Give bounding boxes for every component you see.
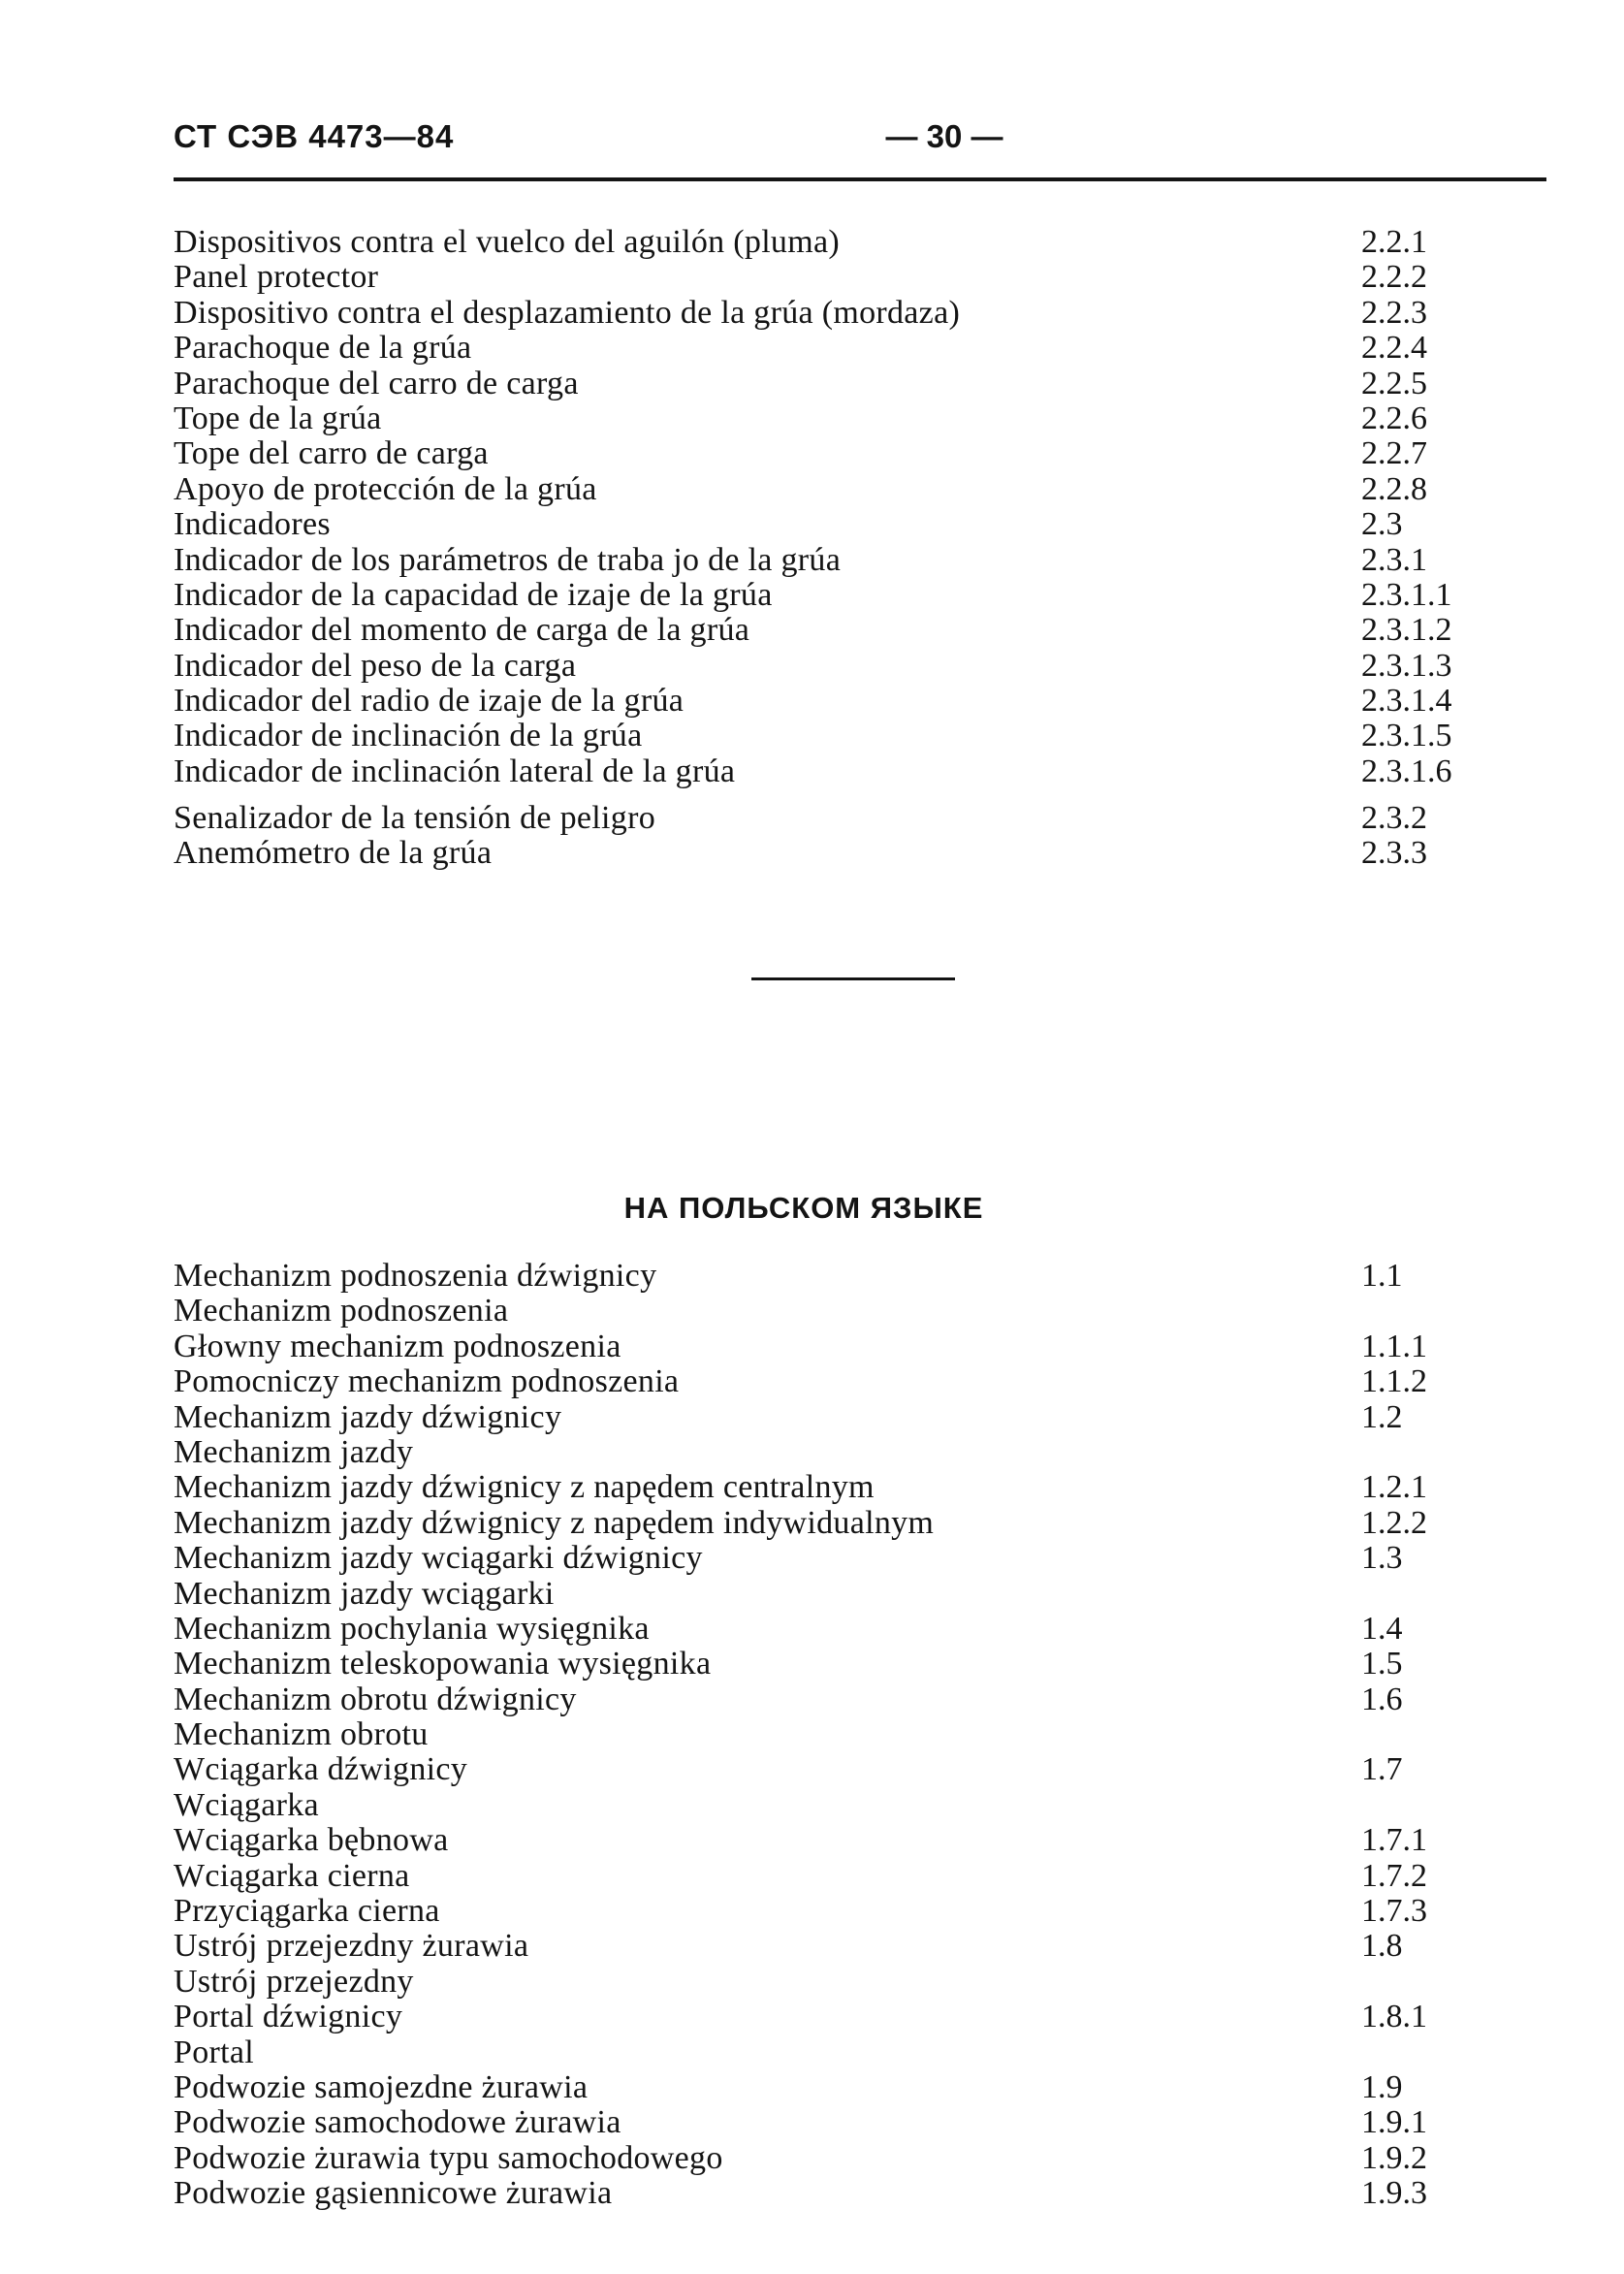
- term-entry: [174, 1612, 1434, 1647]
- spanish-term-list: [174, 224, 1452, 789]
- term-entry: [174, 1541, 1434, 1576]
- term-number: 2.2.7: [1361, 435, 1427, 472]
- term-number: 1.7.3: [1361, 1893, 1427, 1930]
- term-number: 2.2.4: [1361, 330, 1427, 367]
- term-number: 1.9.2: [1361, 2139, 1427, 2176]
- term-number: 1.1.1: [1361, 1328, 1427, 1364]
- term-entry: [174, 1929, 1434, 1964]
- term-text: Wciągarka bębnowa: [174, 1822, 449, 1859]
- term-number: 1.1.2: [1361, 1363, 1427, 1400]
- term-entry: [174, 2070, 1434, 2105]
- term-entry: [174, 225, 1434, 260]
- term-text: Mechanizm jazdy: [174, 1433, 414, 1470]
- term-text: Ustrój przejezdny: [174, 1963, 414, 2000]
- section-divider: [751, 977, 955, 980]
- term-entry: [174, 296, 1434, 331]
- term-entry: [174, 367, 1434, 401]
- term-entry: [174, 1400, 1434, 1435]
- term-entry: [174, 401, 1434, 436]
- term-number: 2.2.6: [1361, 400, 1427, 436]
- term-text: Portal dźwignicy: [174, 1999, 403, 2035]
- term-number: 1.7.2: [1361, 1857, 1427, 1894]
- spanish-term-list-continued: [174, 801, 1434, 872]
- term-entry: [174, 1788, 1434, 1823]
- term-text: Mechanizm podnoszenia dźwignicy: [174, 1258, 657, 1294]
- term-text: Podwozie samochodowe żurawia: [174, 2104, 621, 2141]
- term-number: 1.9.3: [1361, 2175, 1427, 2212]
- term-entry: [174, 1894, 1434, 1929]
- term-entry: [174, 801, 1434, 836]
- term-number: 2.2.5: [1361, 365, 1427, 401]
- term-text: Panel protector: [174, 259, 379, 296]
- term-entry: [174, 1965, 1434, 2000]
- term-text: Mechanizm podnoszenia: [174, 1293, 509, 1329]
- term-entry: [174, 1259, 1434, 1294]
- term-text: Podwozie żurawia typu samochodowego: [174, 2139, 723, 2176]
- term-text: Wciągarka cierna: [174, 1857, 410, 1894]
- term-text: Mechanizm pochylania wysięgnika: [174, 1610, 650, 1647]
- term-entry: [174, 331, 1434, 366]
- term-entry: [174, 1823, 1434, 1858]
- term-text: Mechanizm jazdy wciągarki: [174, 1575, 555, 1612]
- term-number: 1.2: [1361, 1398, 1403, 1435]
- term-entry: [174, 2000, 1434, 2034]
- term-text: Wciągarka dźwignicy: [174, 1751, 468, 1788]
- term-text: Podwozie gąsiennicowe żurawia: [174, 2175, 613, 2212]
- term-entry: [174, 507, 1434, 542]
- term-text: Indicador del radio de izaje de la grúa: [174, 683, 685, 720]
- term-text: Senalizador de la tensión de peligro: [174, 800, 656, 836]
- term-entry: [174, 2176, 1434, 2211]
- term-entry: [174, 472, 1434, 507]
- term-entry: [174, 2035, 1434, 2070]
- term-text: Mechanizm obrotu: [174, 1716, 429, 1753]
- term-number: 2.3.1.3: [1361, 647, 1452, 684]
- term-text: Apoyo de protección de la grúa: [174, 470, 597, 507]
- term-entry: [174, 1506, 1434, 1541]
- term-number: 2.3.2: [1361, 800, 1427, 836]
- page-number: — 30 —: [885, 118, 1003, 154]
- term-text: Mechanizm jazdy dźwignicy: [174, 1398, 562, 1435]
- term-text: Parachoque del carro de carga: [174, 365, 579, 401]
- term-number: 2.2.2: [1361, 259, 1427, 296]
- term-text: Indicador de inclinación de la grúa: [174, 718, 643, 754]
- term-entry: [174, 2105, 1434, 2140]
- term-text: Mechanizm obrotu dźwignicy: [174, 1681, 577, 1717]
- term-number: 2.3.1.4: [1361, 683, 1452, 720]
- term-entry: [174, 1752, 1434, 1787]
- section-title-polish: НА ПОЛЬСКОМ ЯЗЫКЕ: [623, 1191, 984, 1225]
- term-entry: [174, 683, 1452, 720]
- term-number: 2.3.1.6: [1361, 753, 1452, 789]
- term-text: Mechanizm jazdy dźwignicy z napędem indywidualnym: [174, 1504, 935, 1541]
- term-text: Indicador de inclinación lateral de la grúa: [174, 753, 736, 789]
- term-number: 1.5: [1361, 1646, 1403, 1682]
- term-number: 1.7: [1361, 1751, 1403, 1788]
- term-text: Dispositivos contra el vuelco del aguilón (pluma): [174, 224, 840, 260]
- term-text: Przyciągarka cierna: [174, 1893, 440, 1930]
- term-entry: [174, 1577, 1434, 1612]
- term-entry: [174, 1435, 1434, 1470]
- term-entry: [174, 576, 1452, 613]
- term-entry: [174, 836, 1434, 871]
- term-number: 2.2.3: [1361, 294, 1427, 331]
- term-number: 2.3.1.2: [1361, 612, 1452, 649]
- term-number: 1.3: [1361, 1540, 1403, 1577]
- term-number: 2.2.1: [1361, 224, 1427, 260]
- term-number: 1.8.1: [1361, 1999, 1427, 2035]
- term-entry: [174, 1294, 1434, 1329]
- polish-term-list: [174, 1259, 1434, 2212]
- term-text: Głowny mechanizm podnoszenia: [174, 1328, 621, 1364]
- term-entry: [174, 753, 1452, 789]
- term-entry: [174, 1470, 1434, 1505]
- term-number: 1.2.1: [1361, 1469, 1427, 1506]
- term-number: 1.1: [1361, 1258, 1403, 1294]
- term-text: Wciągarka: [174, 1786, 319, 1823]
- header-divider: [174, 177, 1546, 181]
- term-number: 1.9: [1361, 2068, 1403, 2105]
- term-entry: [174, 436, 1434, 471]
- term-number: 2.3.3: [1361, 835, 1427, 872]
- term-text: Pomocniczy mechanizm podnoszenia: [174, 1363, 680, 1400]
- term-entry: [174, 1859, 1434, 1894]
- term-text: Podwozie samojezdne żurawia: [174, 2068, 589, 2105]
- term-text: Indicador del peso de la carga: [174, 647, 577, 684]
- term-text: Portal: [174, 2034, 255, 2070]
- term-number: 2.3.1.5: [1361, 718, 1452, 754]
- term-text: Mechanizm teleskopowania wysięgnika: [174, 1646, 712, 1682]
- term-entry: [174, 1682, 1434, 1717]
- term-entry: [174, 543, 1434, 578]
- term-text: Dispositivo contra el desplazamiento de la grúa (mordaza): [174, 294, 961, 331]
- term-text: Anemómetro de la grúa: [174, 835, 493, 872]
- term-entry: [174, 260, 1434, 295]
- term-entry: [174, 1717, 1434, 1752]
- term-number: 1.9.1: [1361, 2104, 1427, 2141]
- term-text: Tope del carro de carga: [174, 435, 489, 472]
- term-text: Mechanizm jazdy wciągarki dźwignicy: [174, 1540, 703, 1577]
- term-text: Indicador de la capacidad de izaje de la grúa: [174, 576, 773, 613]
- term-number: 2.3.1: [1361, 541, 1427, 578]
- term-number: 1.8: [1361, 1928, 1403, 1965]
- term-number: 2.2.8: [1361, 470, 1427, 507]
- term-entry: [174, 612, 1452, 649]
- term-number: 1.6: [1361, 1681, 1403, 1717]
- term-text: Indicador de los parámetros de traba jo de la grúa: [174, 541, 842, 578]
- term-entry: [174, 1647, 1434, 1681]
- page-header: [174, 118, 1546, 176]
- term-entry: [174, 1364, 1434, 1399]
- term-number: 1.7.1: [1361, 1822, 1427, 1859]
- term-number: 1.4: [1361, 1610, 1403, 1647]
- term-text: Ustrój przejezdny żurawia: [174, 1928, 529, 1965]
- term-entry: [174, 647, 1452, 684]
- term-entry: [174, 2141, 1434, 2176]
- term-text: Parachoque de la grúa: [174, 330, 472, 367]
- term-number: 2.3: [1361, 506, 1403, 543]
- term-text: Tope de la grúa: [174, 400, 382, 436]
- term-number: 1.2.2: [1361, 1504, 1427, 1541]
- term-text: Indicador del momento de carga de la grúa: [174, 612, 750, 649]
- term-text: Mechanizm jazdy dźwignicy z napędem centralnym: [174, 1469, 875, 1506]
- term-number: 2.3.1.1: [1361, 576, 1452, 613]
- term-entry: [174, 718, 1452, 754]
- term-entry: [174, 1329, 1434, 1364]
- standard-code: СТ СЭВ 4473—84: [174, 118, 455, 154]
- term-text: Indicadores: [174, 506, 331, 543]
